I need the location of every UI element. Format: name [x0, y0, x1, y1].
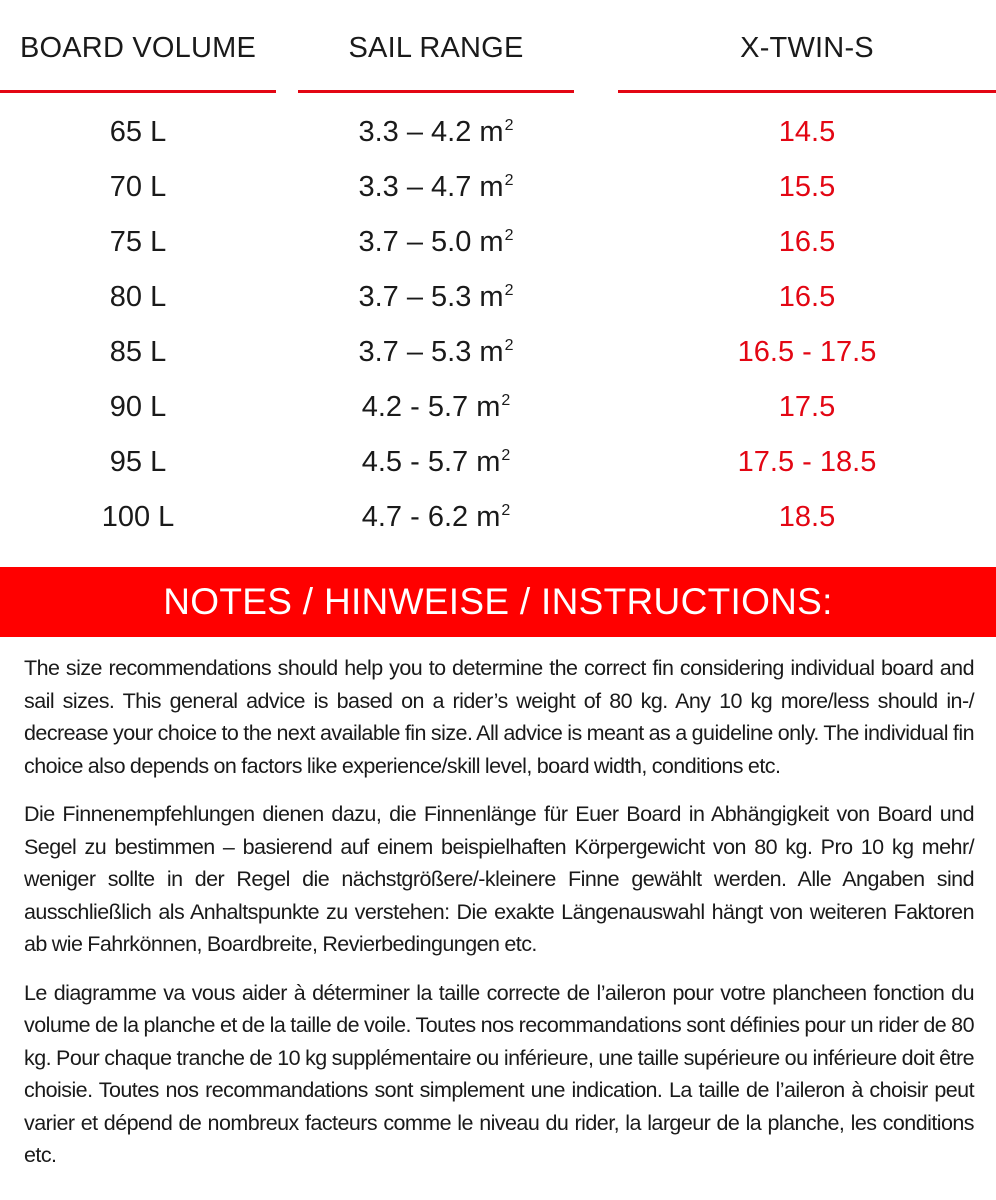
- notes-section: [24, 652, 974, 1188]
- header-divider-board-volume: [0, 90, 276, 93]
- size-table-body: [0, 105, 996, 545]
- unit-exponent: 2: [504, 337, 514, 354]
- unit-exponent: 2: [501, 392, 511, 409]
- board-volume-cell: 65 L: [109, 116, 167, 148]
- sail-range-cell: [298, 325, 574, 380]
- board-volume-cell: 85 L: [109, 336, 167, 368]
- header-divider-x-twin-s: [618, 90, 996, 93]
- sail-range-cell: [298, 105, 574, 160]
- sail-range-value: 4.2 - 5.7 m: [361, 391, 501, 423]
- fin-size-cell: 16.5 - 17.5: [737, 336, 877, 368]
- sail-range-value: 3.7 – 5.3 m: [358, 336, 504, 368]
- sail-range-value: 4.7 - 6.2 m: [361, 501, 501, 533]
- table-row: [0, 215, 996, 270]
- table-row: [0, 325, 996, 380]
- table-row: [0, 490, 996, 545]
- fin-size-cell: 16.5: [778, 226, 836, 258]
- fin-size-cell: 14.5: [778, 116, 836, 148]
- table-row: [0, 380, 996, 435]
- unit-exponent: 2: [501, 502, 511, 519]
- sail-range-cell: [298, 215, 574, 270]
- table-row: [0, 270, 996, 325]
- board-volume-cell: 75 L: [109, 226, 167, 258]
- unit-exponent: 2: [504, 172, 514, 189]
- sail-range-value: 3.3 – 4.7 m: [358, 171, 504, 203]
- board-volume-cell: 100 L: [101, 501, 175, 533]
- board-volume-cell: 95 L: [109, 446, 167, 478]
- table-header-row: [0, 28, 996, 68]
- notes-heading: NOTES / HINWEISE / INSTRUCTIONS:: [0, 567, 996, 637]
- header-board-volume: BOARD VOLUME: [19, 32, 257, 64]
- table-row: [0, 160, 996, 215]
- unit-exponent: 2: [504, 227, 514, 244]
- sail-range-cell: [298, 435, 574, 490]
- sail-range-value: 3.7 – 5.0 m: [358, 226, 504, 258]
- fin-size-cell: 15.5: [778, 171, 836, 203]
- board-volume-cell: 80 L: [109, 281, 167, 313]
- sail-range-value: 3.3 – 4.2 m: [358, 116, 504, 148]
- header-x-twin-s: X-TWIN-S: [740, 32, 874, 64]
- table-row: [0, 435, 996, 490]
- unit-exponent: 2: [504, 282, 514, 299]
- table-row: [0, 105, 996, 160]
- board-volume-cell: 70 L: [109, 171, 167, 203]
- sail-range-cell: [298, 270, 574, 325]
- notes-paragraph-german: Die Finnenempfehlungen dienen dazu, die Finnenlänge für Euer Board in Abhängigkeit von Board und Segel zu bestimmen – basierend auf einem beispielhaften Körpergewicht von 80 kg. Pro 10 kg mehr/ weniger sollte in der Regel die nächstgrößere/-kleinere Finne gewählt werden. Alle Angaben sind ausschließlich als Anhaltspunkte zu verstehen: Die exakte Längenauswahl hängt von weiteren Faktoren ab wie Fahrkönnen, Boardbreite, Revierbedingungen etc.: [24, 802, 974, 956]
- sail-range-value: 4.5 - 5.7 m: [361, 446, 501, 478]
- unit-exponent: 2: [504, 117, 514, 134]
- sail-range-cell: [298, 490, 574, 545]
- notes-paragraph-french: Le diagramme va vous aider à déterminer la taille correcte de l’aileron pour votre plancheen fonction du volume de la planche et de la taille de voile. Toutes nos recommandations sont définies pour un rider de 80 kg. Pour chaque tranche de 10 kg supplémentaire ou inférieure, une taille supérieure ou inférieure doit être choisie. Toutes nos recommandations sont simplement une indication. La taille de l’aileron à choisir peut varier et dépend de nombreux facteurs comme le niveau du rider, la largeur de la planche, les conditions etc.: [24, 980, 974, 1167]
- fin-size-cell: 17.5 - 18.5: [737, 446, 877, 478]
- fin-size-cell: 18.5: [778, 501, 836, 533]
- sail-range-cell: [298, 380, 574, 435]
- unit-exponent: 2: [501, 447, 511, 464]
- header-divider-sail-range: [298, 90, 574, 93]
- notes-paragraph-english: The size recommendations should help you to determine the correct fin considering individual board and sail sizes. This general advice is based on a rider’s weight of 80 kg. Any 10 kg more/less should in-/ decrease your choice to the next available fin size. All advice is meant as a guideline only. The individual fin choice also depends on factors like experience/skill level, board width, conditions etc.: [24, 656, 974, 778]
- fin-size-cell: 16.5: [778, 281, 836, 313]
- fin-size-cell: 17.5: [778, 391, 836, 423]
- sail-range-cell: [298, 160, 574, 215]
- sail-range-value: 3.7 – 5.3 m: [358, 281, 504, 313]
- board-volume-cell: 90 L: [109, 391, 167, 423]
- header-sail-range: SAIL RANGE: [348, 32, 524, 64]
